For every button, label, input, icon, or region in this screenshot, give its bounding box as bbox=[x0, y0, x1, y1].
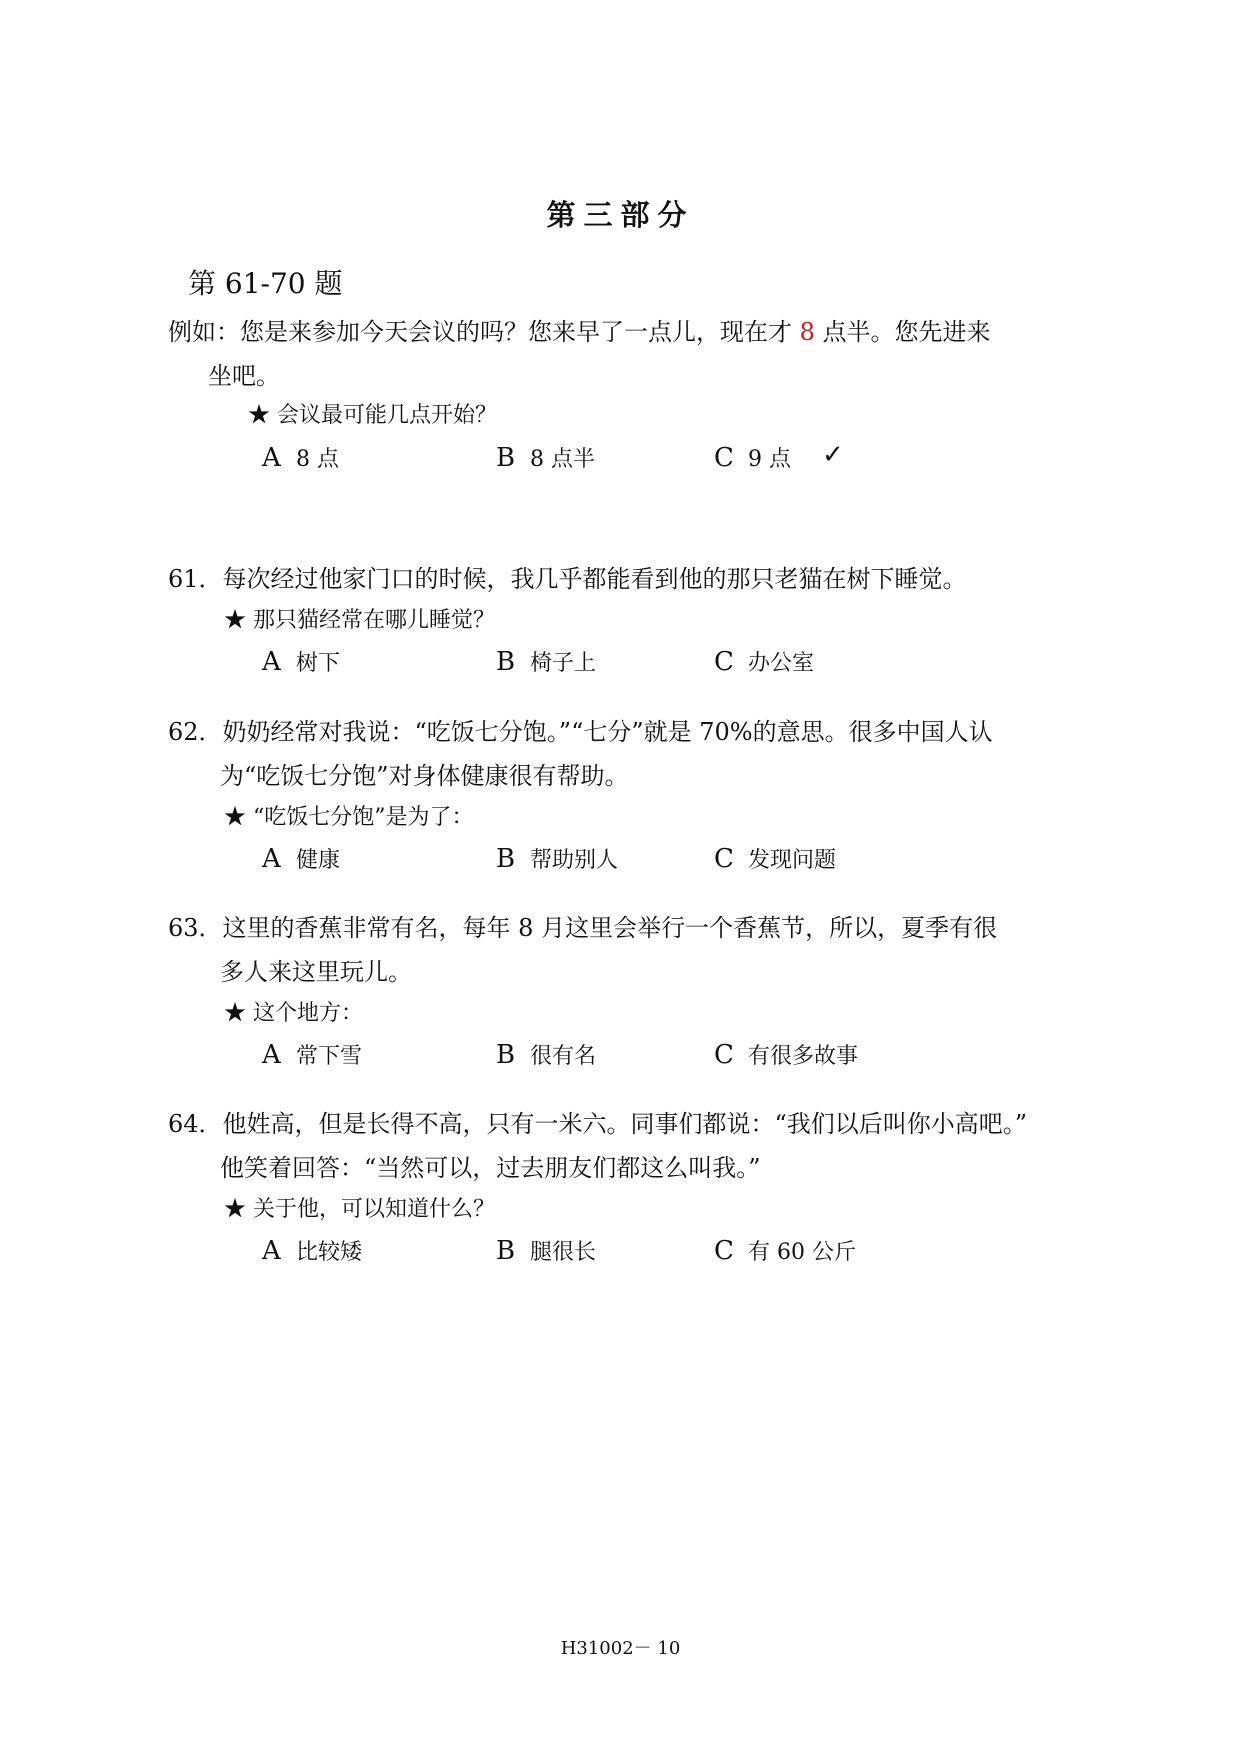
option-text: 有 60 公斤 bbox=[748, 1240, 856, 1265]
option-letter: A bbox=[262, 1040, 281, 1070]
question-62-option-b bbox=[496, 843, 618, 874]
question-64-option-b bbox=[496, 1235, 596, 1266]
question-62-text-line1: 62．奶奶经常对我说：“吃饭七分饱。”“七分”就是 70%的意思。很多中国人认 bbox=[168, 718, 993, 746]
example-option-b bbox=[496, 442, 595, 473]
option-letter: B bbox=[496, 1040, 516, 1070]
option-text: 8 点半 bbox=[530, 447, 595, 472]
question-61-prompt: ★ 那只猫经常在哪儿睡觉？ bbox=[224, 608, 495, 633]
option-letter: B bbox=[496, 1236, 516, 1266]
option-text: 比较矮 bbox=[296, 1240, 363, 1265]
option-text: 树下 bbox=[296, 651, 341, 676]
question-64-text-line1: 64．他姓高，但是长得不高，只有一米六。同事们都说：“我们以后叫你小高吧。” bbox=[168, 1110, 1028, 1138]
question-64-prompt: ★ 关于他，可以知道什么？ bbox=[224, 1197, 495, 1222]
question-62-text-line2: 为“吃饭七分饱”对身体健康很有帮助。 bbox=[220, 762, 629, 790]
option-text: 椅子上 bbox=[530, 651, 597, 676]
option-text: 腿很长 bbox=[530, 1240, 597, 1265]
page-footer: H31002－ 10 bbox=[560, 1638, 681, 1659]
example-option-c bbox=[714, 442, 791, 473]
question-61-option-a bbox=[262, 646, 340, 677]
question-61-option-c bbox=[714, 646, 814, 677]
option-text: 有很多故事 bbox=[748, 1044, 859, 1069]
option-text: 很有名 bbox=[530, 1044, 597, 1069]
question-61-text: 61．每次经过他家门口的时候，我几乎都能看到他的那只老猫在树下睡觉。 bbox=[168, 565, 967, 593]
option-text: 帮助别人 bbox=[530, 848, 619, 873]
question-63-option-b bbox=[496, 1039, 596, 1070]
question-62-prompt: ★ “吃饭七分饱”是为了： bbox=[224, 805, 474, 830]
option-letter: C bbox=[714, 1236, 734, 1266]
example-text-prefix: 例如：您是来参加今天会议的吗？您来早了一点儿，现在才 bbox=[168, 318, 800, 346]
example-option-a bbox=[262, 442, 339, 473]
option-letter: C bbox=[714, 1040, 734, 1070]
example-text-suffix: 点半。您先进来 bbox=[814, 318, 991, 346]
question-61-option-b bbox=[496, 646, 596, 677]
question-64-option-a bbox=[262, 1235, 362, 1266]
example-red-number: 8 bbox=[799, 318, 815, 346]
option-text: 健康 bbox=[296, 848, 341, 873]
question-62-option-a bbox=[262, 843, 340, 874]
option-letter: A bbox=[262, 443, 281, 473]
question-63-text-line2: 多人来这里玩儿。 bbox=[220, 958, 412, 986]
option-letter: A bbox=[262, 1236, 281, 1266]
option-letter: B bbox=[496, 844, 516, 874]
option-letter: B bbox=[496, 443, 516, 473]
question-63-option-c bbox=[714, 1039, 858, 1070]
question-62-option-c bbox=[714, 843, 836, 874]
question-64-option-c bbox=[714, 1235, 856, 1266]
option-letter: A bbox=[262, 647, 281, 677]
question-range: 第 61-70 题 bbox=[188, 267, 343, 300]
option-letter: C bbox=[714, 844, 734, 874]
option-text: 办公室 bbox=[748, 651, 815, 676]
option-text: 9 点 bbox=[748, 447, 791, 472]
section-title: 第三部分 bbox=[546, 198, 695, 232]
option-letter: C bbox=[714, 647, 734, 677]
option-text: 常下雪 bbox=[296, 1044, 363, 1069]
option-letter: A bbox=[262, 844, 281, 874]
question-63-option-a bbox=[262, 1039, 362, 1070]
example-text-line2: 坐吧。 bbox=[208, 362, 280, 390]
option-letter: C bbox=[714, 443, 734, 473]
check-mark-icon: ✓ bbox=[822, 440, 844, 470]
option-text: 8 点 bbox=[296, 447, 339, 472]
example-text-line1 bbox=[168, 312, 991, 347]
option-letter: B bbox=[496, 647, 516, 677]
question-63-text-line1: 63．这里的香蕉非常有名，每年 8 月这里会举行一个香蕉节，所以，夏季有很 bbox=[168, 914, 998, 942]
option-text: 发现问题 bbox=[748, 848, 837, 873]
example-question: ★ 会议最可能几点开始？ bbox=[248, 403, 497, 428]
question-64-text-line2: 他笑着回答：“当然可以，过去朋友们都这么叫我。” bbox=[220, 1154, 761, 1182]
question-63-prompt: ★ 这个地方： bbox=[224, 1001, 363, 1026]
